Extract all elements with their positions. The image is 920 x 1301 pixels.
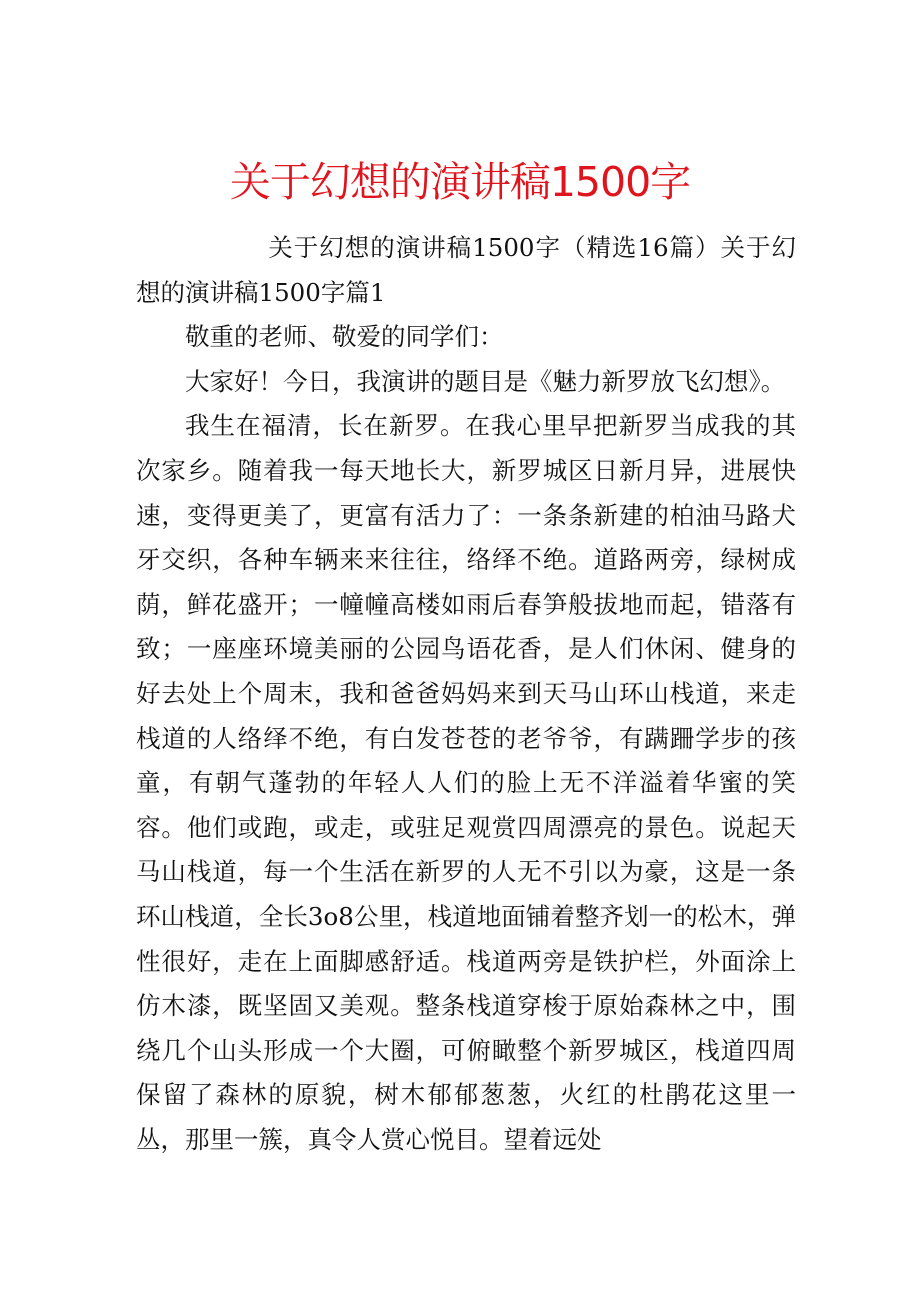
greeting-paragraph: 大家好！今日，我演讲的题目是《魅力新罗放飞幻想》。 [185, 366, 786, 396]
document-body [136, 226, 796, 1162]
document-title: 关于幻想的演讲稿1500字 [229, 158, 691, 206]
intro-paragraph: 关于幻想的演讲稿1500字（精选16篇）关于幻想的演讲稿1500字篇1 [136, 233, 796, 307]
salutation-paragraph: 敬重的老师、敬爱的同学们： [185, 322, 504, 352]
main-paragraph: 我生在福清，长在新罗。在我心里早把新罗当成我的其次家乡。随着我一每天地长大，新罗城区日新月异，进展快速，变得更美了，更富有活力了：一条条新建的柏油马路犬牙交织，各种车辆来来往往，络绎不绝。道路两旁，绿树成荫，鲜花盛开；一幢幢高楼如雨后春笋般拔地而起，错落有致；一座座环境美丽的公园鸟语花香，是人们休闲、健身的好去处上个周末，我和爸爸妈妈来到天马山环山栈道，来走栈道的人络绎不绝，有白发苍苍的老爷爷，有蹒跚学步的孩童，有朝气蓬勃的年轻人人们的脸上无不洋溢着华蜜的笑容。他们或跑，或走，或驻足观赏四周漂亮的景色。说起天马山栈道，每一个生活在新罗的人无不引以为豪，这是一条环山栈道，全长3o8公里，栈道地面铺着整齐划一的松木，弹性很好，走在上面脚感舒适。栈道两旁是铁护栏，外面涂上仿木漆，既坚固又美观。整条栈道穿梭于原始森林之中，围绕几个山头形成一个大圈，可俯瞰整个新罗城区，栈道四周保留了森林的原貌，树木郁郁葱葱，火红的杜鹃花这里一丛，那里一簇，真令人赏心悦目。望着远处 [136, 411, 796, 1154]
